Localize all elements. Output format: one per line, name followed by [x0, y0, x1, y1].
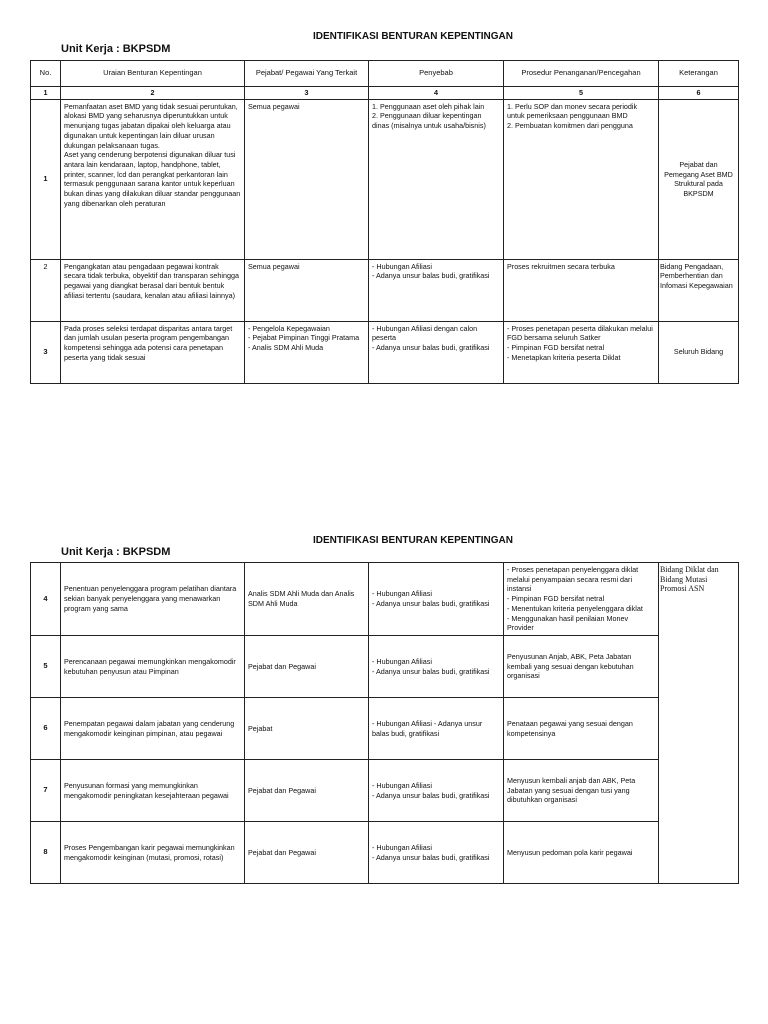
prosedur-text: Menyusun pedoman pola karir pegawai: [507, 847, 633, 857]
pejabat-text: Pejabat dan Pegawai: [248, 847, 316, 857]
unit-kerja-label-1: Unit Kerja : BKPSDM: [61, 43, 171, 55]
pejabat-cell: [245, 760, 369, 822]
pejabat-text: Semua pegawai: [248, 261, 300, 271]
table-row: [31, 698, 739, 760]
conflict-table-1: [30, 60, 739, 384]
prosedur-text: - Pimpinan FGD bersifat netral: [507, 594, 605, 604]
pejabat-text: - Pejabat Pimpinan Tinggi Pratama: [248, 333, 360, 343]
prosedur-text: - Menetapkan kriteria peserta Diklat: [507, 352, 621, 362]
uraian-text: Proses Pengembangan karir pegawai memungkinkan mengakomodir keinginan (mutasi, promosi, rotasi): [64, 842, 235, 862]
penyebab-text: - Hubungan Afiliasi: [372, 780, 432, 790]
prosedur-text: - Menentukan kriteria penyelenggara diklat: [507, 603, 643, 613]
penyebab-text: - Hubungan Afiliasi: [372, 842, 432, 852]
col-number: 4: [369, 87, 504, 100]
page-title-1: IDENTIFIKASI BENTURAN KEPENTINGAN: [312, 31, 513, 42]
header-pejabat: Pejabat/ Pegawai Yang Terkait: [245, 61, 369, 87]
row-number: 7: [31, 760, 61, 822]
table-row: [31, 259, 739, 321]
col-number: 3: [245, 87, 369, 100]
row-number: 8: [31, 822, 61, 884]
table-header-row: [31, 61, 739, 87]
prosedur-text: Proses rekruitmen secara terbuka: [507, 261, 615, 271]
penyebab-text: - Adanya unsur balas budi, gratifikasi: [372, 599, 490, 609]
penyebab-cell: [369, 259, 504, 321]
penyebab-cell: [369, 760, 504, 822]
prosedur-cell: [504, 321, 659, 383]
pejabat-cell: [245, 259, 369, 321]
pejabat-text: Semua pegawai: [248, 101, 300, 111]
table-row: [31, 321, 739, 383]
header-no: No.: [31, 61, 61, 87]
conflict-table-2: [30, 562, 739, 884]
prosedur-text: - Pimpinan FGD bersifat netral: [507, 343, 605, 353]
col-number: 2: [61, 87, 245, 100]
prosedur-cell: [504, 99, 659, 259]
prosedur-cell: [504, 563, 659, 636]
header-penyebab: Penyebab: [369, 61, 504, 87]
penyebab-text: - Adanya unsur balas budi, gratifikasi: [372, 343, 490, 353]
col-number: 1: [31, 87, 61, 100]
uraian-text: Pemanfaatan aset BMD yang tidak sesuai peruntukan, alokasi BMD yang seharusnya diperuntukkan untuk menunjang tugas jabatan dipakai oleh keluarga atau digunakan untuk kepentingan lain diluar urusan dukungan pelaksanaan tugas.: [64, 101, 238, 150]
row-number: 2: [31, 259, 61, 321]
penyebab-text: - Adanya unsur balas budi, gratifikasi: [372, 666, 490, 676]
prosedur-cell: [504, 259, 659, 321]
uraian-cell: [61, 259, 245, 321]
uraian-text: Pada proses seleksi terdapat disparitas antara target dan jumlah usulan peserta program pengembangan kompetensi sehingga ada potensi cara penetapan peserta yang tidak sesuai: [64, 323, 233, 362]
header-uraian: Uraian Benturan Kepentingan: [61, 61, 245, 87]
prosedur-text: Penyusunan Anjab, ABK, Peta Jabatan kembali yang sesuai dengan kebutuhan organisasi: [507, 651, 634, 681]
prosedur-text: - Proses penetapan penyelenggara diklat melalui penyampaian secara resmi dari instansi: [507, 565, 639, 594]
uraian-text: Penempatan pegawai dalam jabatan yang cenderung mengakomodir keinginan pimpinan, atau pegawai: [64, 718, 235, 738]
header-prosedur: Prosedur Penanganan/Pencegahan: [504, 61, 659, 87]
penyebab-text: - Adanya unsur balas budi, gratifikasi: [372, 790, 490, 800]
penyebab-cell: [369, 563, 504, 636]
column-number-row: [31, 87, 739, 100]
penyebab-text: - Hubungan Afiliasi dengan calon peserta: [372, 323, 478, 343]
pejabat-cell: [245, 321, 369, 383]
pejabat-text: Pejabat: [248, 723, 273, 733]
pejabat-cell: [245, 698, 369, 760]
pejabat-cell: [245, 563, 369, 636]
row-number: 5: [31, 636, 61, 698]
pejabat-text: Analis SDM Ahli Muda dan Analis SDM Ahli Muda: [248, 589, 355, 609]
prosedur-cell: [504, 636, 659, 698]
unit-kerja-label-2: Unit Kerja : BKPSDM: [61, 546, 171, 558]
uraian-text: Penentuan penyelenggara program pelatihan diantara sekian banyak penyelenggara yang menawarkan program yang sama: [64, 584, 237, 613]
prosedur-text: - Menggunakan hasil penilaian Monev Provider: [507, 613, 629, 633]
pejabat-text: Pejabat dan Pegawai: [248, 661, 316, 671]
pejabat-text: - Pengelola Kepegawaian: [248, 323, 330, 333]
uraian-cell: [61, 760, 245, 822]
keterangan-cell: Seluruh Bidang: [659, 321, 739, 383]
penyebab-cell: [369, 698, 504, 760]
pejabat-text: - Analis SDM Ahli Muda: [248, 343, 324, 353]
penyebab-cell: [369, 321, 504, 383]
table-row: [31, 822, 739, 884]
penyebab-text: 1. Penggunaan aset oleh pihak lain: [372, 101, 485, 111]
penyebab-cell: [369, 822, 504, 884]
prosedur-text: Penataan pegawai yang sesuai dengan kompetensinya: [507, 718, 633, 738]
table-row: [31, 636, 739, 698]
prosedur-cell: [504, 822, 659, 884]
keterangan-cell: Pejabat dan Pemegang Aset BMD Struktural pada BKPSDM: [659, 99, 739, 259]
penyebab-cell: [369, 99, 504, 259]
uraian-text: Perencanaan pegawai memungkinkan mengakomodir kebutuhan penyusun atau Pimpinan: [64, 656, 236, 676]
keterangan-cell: Bidang Diklat dan Bidang Mutasi Promosi ASN: [659, 563, 739, 884]
prosedur-cell: [504, 698, 659, 760]
uraian-cell: [61, 563, 245, 636]
penyebab-text: 2. Penggunaan diluar kepentingan dinas (misalnya untuk usaha/bisnis): [372, 111, 486, 131]
pejabat-cell: [245, 636, 369, 698]
penyebab-text: - Hubungan Afiliasi - Adanya unsur balas budi, gratifikasi: [372, 718, 483, 738]
uraian-text: Aset yang cenderung berpotensi digunakan diluar tusi antara lain kendaraan, laptop, handphone, tablet, printer, scanner, lcd dan perangkat perkantoran lain termasuk penggunaan sarana kantor untuk keperluan bukan dinas yang dilakukan diluar standar penggunaan yang dibenarkan oleh peraturan: [64, 150, 241, 208]
table-row: [31, 99, 739, 259]
row-number: 3: [31, 321, 61, 383]
keterangan-cell: Bidang Pengadaan, Pemberhentian dan Infomasi Kepegawaian: [659, 259, 739, 321]
col-number: 5: [504, 87, 659, 100]
page-title-2: IDENTIFIKASI BENTURAN KEPENTINGAN: [312, 535, 513, 546]
pejabat-text: Pejabat dan Pegawai: [248, 785, 316, 795]
penyebab-text: - Hubungan Afiliasi: [372, 656, 432, 666]
row-number: 6: [31, 698, 61, 760]
penyebab-text: - Hubungan Afiliasi: [372, 261, 432, 271]
penyebab-text: - Adanya unsur balas budi, gratifikasi: [372, 271, 490, 281]
uraian-cell: [61, 698, 245, 760]
uraian-text: Penyusunan formasi yang memungkinkan mengakomodir peningkatan kesejahteraan pegawai: [64, 780, 229, 800]
uraian-text: Pengangkatan atau pengadaan pegawai kontrak secara tidak terbuka, obyektif dan transparan sehingga pegawai yang diangkat berasal dari bentuk bentuk afiliasi tertentu (saudara, kenalan atau afiliasi lainnya): [64, 261, 240, 300]
table-row: [31, 760, 739, 822]
row-number: 1: [31, 99, 61, 259]
prosedur-text: - Proses penetapan peserta dilakukan melalui FGD bersama seluruh Satker: [507, 323, 653, 343]
penyebab-text: - Hubungan Afiliasi: [372, 589, 432, 599]
prosedur-cell: [504, 760, 659, 822]
header-keterangan: Keterangan: [659, 61, 739, 87]
prosedur-text: Menyusun kembali anjab dan ABK, Peta Jabatan yang sesuai dengan tusi yang dibutuhkan organisasi: [507, 775, 636, 805]
uraian-cell: [61, 822, 245, 884]
penyebab-text: - Adanya unsur balas budi, gratifikasi: [372, 852, 490, 862]
pejabat-cell: [245, 822, 369, 884]
pejabat-cell: [245, 99, 369, 259]
uraian-cell: [61, 636, 245, 698]
table-row: [31, 563, 739, 636]
penyebab-cell: [369, 636, 504, 698]
col-number: 6: [659, 87, 739, 100]
prosedur-text: 2. Pembuatan komitmen dari pengguna: [507, 121, 633, 131]
row-number: 4: [31, 563, 61, 636]
uraian-cell: [61, 99, 245, 259]
uraian-cell: [61, 321, 245, 383]
prosedur-text: 1. Perlu SOP dan monev secara periodik untuk pemeriksaan penggunaan BMD: [507, 101, 638, 121]
